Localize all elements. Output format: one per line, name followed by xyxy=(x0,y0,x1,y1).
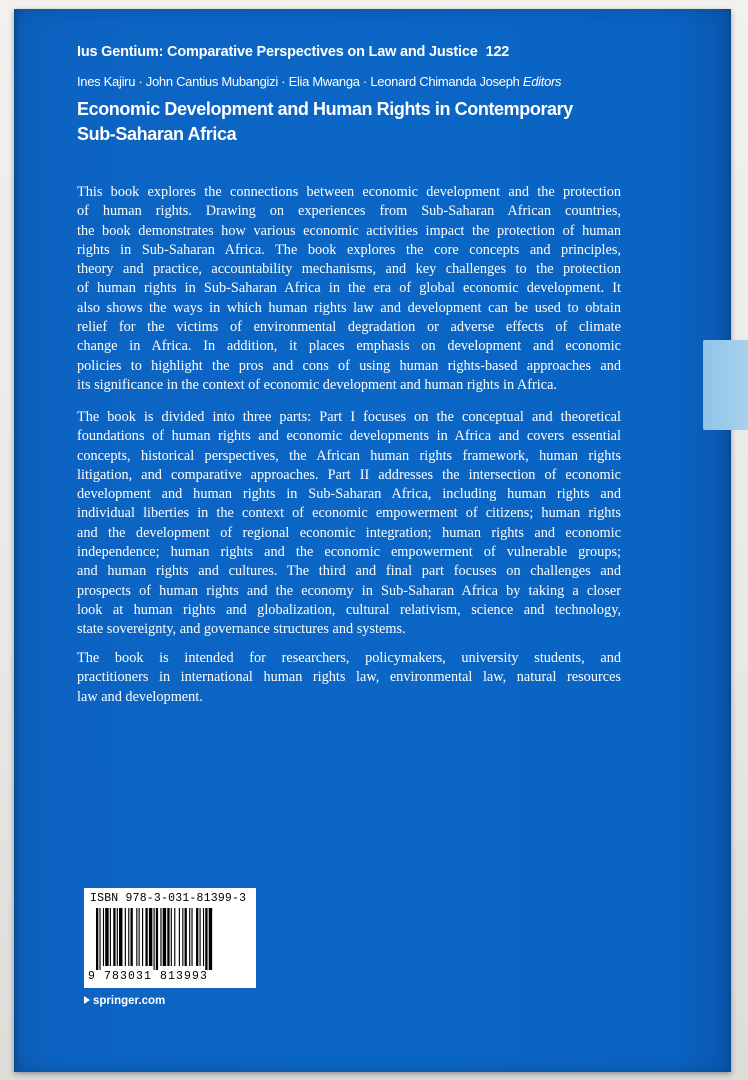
blurb-line: litigation, and comparative approaches. Part II addresses the intersection of economic xyxy=(77,466,621,483)
arrow-right-icon xyxy=(84,996,90,1004)
blurb-line: state sovereignty, and governance structures and systems. xyxy=(77,621,406,638)
barcode-bar xyxy=(189,908,190,966)
barcode-bar xyxy=(99,908,100,970)
barcode-bar xyxy=(209,908,212,970)
barcode-bar xyxy=(142,908,143,966)
barcode-bar xyxy=(179,908,180,966)
barcode-bar xyxy=(128,908,129,966)
blurb-line: practitioners in international human rights law, environmental law, natural resources xyxy=(77,669,621,686)
blurb-line: rights in Sub-Saharan Africa. The book explores the core concepts and principles, xyxy=(77,241,621,258)
blurb-line: independence; human rights and the economic empowerment of vulnerable groups; xyxy=(77,544,621,561)
cover-left-edge xyxy=(14,9,20,1072)
barcode-bar xyxy=(113,908,115,966)
barcode-bar xyxy=(119,908,122,966)
barcode-bar xyxy=(139,908,140,966)
bookmark-tab xyxy=(703,340,748,430)
barcode-digits: 9 783031 813993 xyxy=(88,970,209,983)
barcode-bar xyxy=(196,908,198,966)
series-name: Ius Gentium: Comparative Perspectives on Law and Justice xyxy=(77,44,478,60)
barcode-bar xyxy=(182,908,183,966)
blurb-line: prospects of human rights and the economy in Sub-Saharan Africa by taking a closer xyxy=(77,582,621,599)
series-number: 122 xyxy=(485,44,510,60)
blurb-line: development and human rights in Sub-Saharan Africa, including human rights and xyxy=(77,486,621,503)
barcode-bar xyxy=(117,908,118,966)
barcode-bar xyxy=(136,908,137,966)
barcode-bar xyxy=(160,908,161,966)
blurb-line: law and development. xyxy=(77,688,203,705)
blurb-line: of human rights in Sub-Saharan Africa in the era of global economic development. It xyxy=(77,280,621,297)
barcode-bar xyxy=(200,908,201,966)
series-line xyxy=(77,44,677,60)
barcode-bar xyxy=(145,908,147,966)
book-title xyxy=(77,97,677,147)
barcode-bar xyxy=(171,908,172,966)
barcode-bar xyxy=(191,908,192,966)
isbn-barcode-label xyxy=(84,888,256,988)
blurb-line: theory and practice, accountability mechanisms, and key challenges to the protection xyxy=(77,261,621,278)
barcode-bar xyxy=(110,908,111,966)
blurb-line: The book is divided into three parts: Part I focuses on the conceptual and theoretical xyxy=(77,409,621,425)
isbn-number: ISBN 978-3-031-81399-3 xyxy=(90,892,247,905)
publisher-website-text: springer.com xyxy=(93,995,166,1007)
blurb-line: relief for the victims of environmental degradation or adverse effects of climate xyxy=(77,319,621,336)
blurb-line: This book explores the connections between economic development and the protection xyxy=(77,184,621,200)
barcode-bar xyxy=(131,908,133,966)
barcode-bar xyxy=(174,908,175,966)
barcode-bar xyxy=(205,908,207,970)
barcode-bar xyxy=(105,908,108,966)
title-line: Sub-Saharan Africa xyxy=(77,124,237,144)
blurb-line: of human rights. Drawing on experiences from Sub-Saharan African countries, xyxy=(77,203,621,220)
blurb-paragraph-2 xyxy=(77,408,621,640)
barcode-bar xyxy=(154,908,155,970)
barcode-bars xyxy=(96,908,248,970)
blurb-line: concepts, historical perspectives, the African human rights framework, human rights xyxy=(77,447,621,464)
blurb-line: policies to highlight the pros and cons of using human rights-based approaches and xyxy=(77,357,621,374)
barcode-bar xyxy=(149,908,152,966)
blurb-line: the book demonstrates how various economic activities impact the protection of human xyxy=(77,222,621,239)
blurb-line: foundations of human rights and economic developments in Africa and covers essential xyxy=(77,428,621,445)
editors-line xyxy=(77,74,697,89)
editors-names: Ines Kajiru · John Cantius Mubangizi · Elia Mwanga · Leonard Chimanda Joseph xyxy=(77,74,520,89)
cover-right-edge xyxy=(725,9,731,1072)
barcode-bar xyxy=(167,908,169,966)
blurb-line: its significance in the context of economic development and human rights in Africa. xyxy=(77,376,557,393)
barcode-bar xyxy=(156,908,158,970)
editors-role: Editors xyxy=(522,74,562,89)
blurb-line: individual liberties in the context of economic empowerment of citizens; human rights xyxy=(77,505,621,522)
title-line: Economic Development and Human Rights in Contemporary xyxy=(77,99,573,119)
publisher-website[interactable] xyxy=(84,995,165,1007)
blurb-paragraph-1 xyxy=(77,183,621,395)
barcode-bar xyxy=(96,908,98,970)
blurb-line: and human rights and cultures. The third and final part focuses on challenges and xyxy=(77,563,621,580)
barcode-bar xyxy=(203,908,204,966)
blurb-line: and the development of regional economic integration; human rights and economic xyxy=(77,524,621,541)
blurb-line: look at human rights and globalization, cultural relativism, science and technology, xyxy=(77,601,621,618)
barcode-bar xyxy=(163,908,166,966)
barcode-bar xyxy=(125,908,126,966)
barcode-bar xyxy=(185,908,187,966)
blurb-line: also shows the ways in which human rights law and development can be used to obtain xyxy=(77,299,621,316)
barcode-bar xyxy=(103,908,104,966)
blurb-paragraph-3 xyxy=(77,649,621,707)
blurb-line: change in Africa. In addition, it places emphasis on development and economic xyxy=(77,338,621,355)
blurb-line: The book is intended for researchers, policymakers, university students, and xyxy=(77,650,621,666)
